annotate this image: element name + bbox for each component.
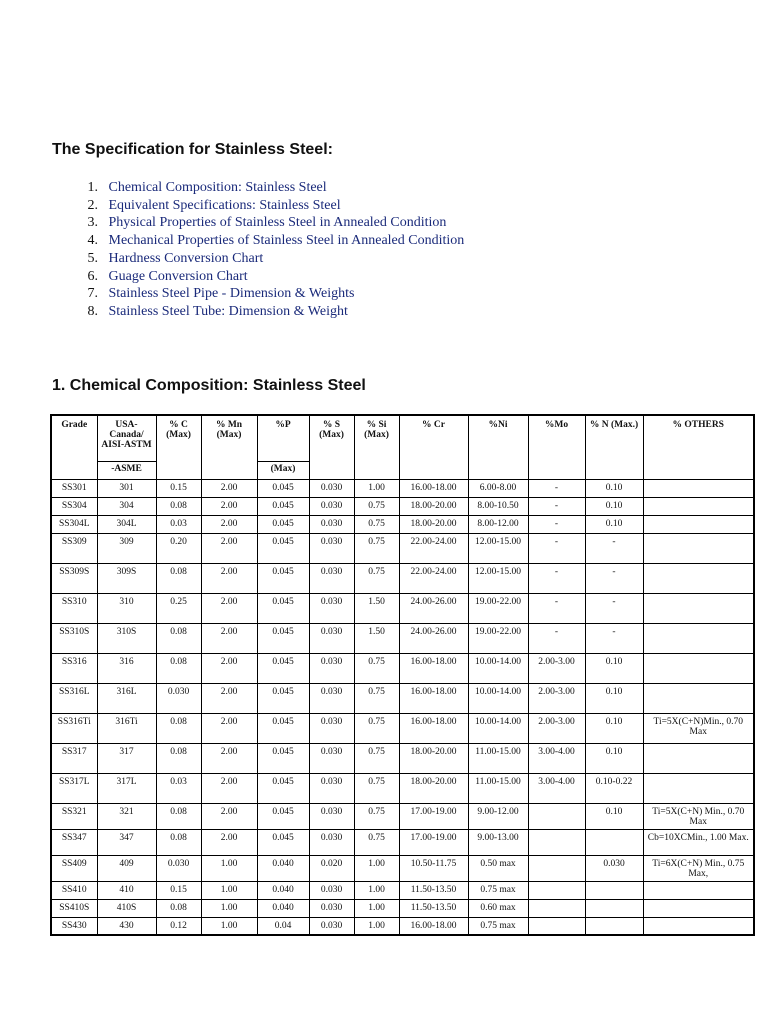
header-grade: Grade — [51, 415, 97, 479]
toc-link-guage-conversion[interactable]: Guage Conversion Chart — [108, 268, 248, 284]
header-sulfur: % S (Max) — [309, 415, 354, 479]
cell-si: 0.75 — [354, 653, 399, 683]
cell-si: 0.75 — [354, 497, 399, 515]
cell-ni: 0.60 max — [468, 899, 528, 917]
cell-cr: 11.50-13.50 — [399, 881, 468, 899]
cell-p: 0.045 — [257, 773, 309, 803]
cell-mo — [528, 855, 585, 881]
table-row — [51, 623, 754, 653]
toc-number: 7. — [87, 286, 98, 302]
cell-others: Cb=10XCMin., 1.00 Max. — [643, 829, 754, 855]
cell-s: 0.030 — [309, 881, 354, 899]
cell-others — [643, 533, 754, 563]
cell-mo: - — [528, 623, 585, 653]
cell-ni: 11.00-15.00 — [468, 743, 528, 773]
cell-n: 0.10 — [585, 803, 643, 829]
cell-usa: 301 — [97, 479, 156, 497]
cell-p: 0.045 — [257, 515, 309, 533]
cell-grade: SS316L — [51, 683, 97, 713]
cell-n: 0.10 — [585, 743, 643, 773]
cell-n: 0.10-0.22 — [585, 773, 643, 803]
cell-n: 0.10 — [585, 497, 643, 515]
cell-grade: SS301 — [51, 479, 97, 497]
header-silicon: % Si (Max) — [354, 415, 399, 479]
cell-usa: 317 — [97, 743, 156, 773]
cell-others — [643, 899, 754, 917]
cell-usa: 410 — [97, 881, 156, 899]
cell-usa: 310S — [97, 623, 156, 653]
cell-usa: 316L — [97, 683, 156, 713]
toc-item — [52, 214, 464, 232]
cell-n: - — [585, 533, 643, 563]
cell-s: 0.030 — [309, 829, 354, 855]
cell-s: 0.030 — [309, 803, 354, 829]
cell-ni: 8.00-10.50 — [468, 497, 528, 515]
cell-mo: - — [528, 497, 585, 515]
cell-mn: 1.00 — [201, 855, 257, 881]
cell-s: 0.030 — [309, 593, 354, 623]
cell-mo — [528, 881, 585, 899]
toc-number: 3. — [87, 215, 98, 231]
cell-si: 0.75 — [354, 533, 399, 563]
cell-grade: SS317L — [51, 773, 97, 803]
cell-usa: 309 — [97, 533, 156, 563]
cell-si: 0.75 — [354, 829, 399, 855]
cell-others — [643, 593, 754, 623]
cell-cr: 16.00-18.00 — [399, 479, 468, 497]
cell-ni: 11.00-15.00 — [468, 773, 528, 803]
toc-item — [52, 303, 464, 321]
cell-si: 0.75 — [354, 773, 399, 803]
cell-p: 0.045 — [257, 563, 309, 593]
cell-grade: SS347 — [51, 829, 97, 855]
cell-usa: 430 — [97, 917, 156, 935]
cell-c: 0.030 — [156, 855, 201, 881]
cell-grade: SS304L — [51, 515, 97, 533]
cell-p: 0.040 — [257, 899, 309, 917]
cell-others — [643, 623, 754, 653]
cell-mo: - — [528, 479, 585, 497]
cell-c: 0.08 — [156, 803, 201, 829]
toc-link-tube-dimension[interactable]: Stainless Steel Tube: Dimension & Weight — [108, 303, 348, 319]
cell-usa: 317L — [97, 773, 156, 803]
cell-ni: 10.00-14.00 — [468, 713, 528, 743]
cell-ni: 9.00-13.00 — [468, 829, 528, 855]
cell-si: 0.75 — [354, 515, 399, 533]
header-molybdenum: %Mo — [528, 415, 585, 479]
cell-si: 0.75 — [354, 683, 399, 713]
table-row — [51, 773, 754, 803]
cell-p: 0.045 — [257, 533, 309, 563]
cell-mn: 1.00 — [201, 899, 257, 917]
header-manganese: % Mn (Max) — [201, 415, 257, 479]
table-row — [51, 653, 754, 683]
cell-usa: 310 — [97, 593, 156, 623]
cell-cr: 11.50-13.50 — [399, 899, 468, 917]
table-row — [51, 713, 754, 743]
cell-n — [585, 881, 643, 899]
cell-mn: 2.00 — [201, 515, 257, 533]
cell-n: 0.030 — [585, 855, 643, 881]
cell-others: Ti=5X(C+N)Min., 0.70 Max — [643, 713, 754, 743]
cell-ni: 0.50 max — [468, 855, 528, 881]
table-row — [51, 533, 754, 563]
cell-n — [585, 829, 643, 855]
cell-others — [643, 773, 754, 803]
toc-number: 6. — [87, 268, 98, 284]
cell-si: 1.00 — [354, 881, 399, 899]
cell-si: 0.75 — [354, 713, 399, 743]
toc-item — [52, 268, 464, 286]
cell-mn: 2.00 — [201, 479, 257, 497]
cell-s: 0.030 — [309, 917, 354, 935]
cell-c: 0.08 — [156, 497, 201, 515]
cell-s: 0.030 — [309, 653, 354, 683]
cell-others — [643, 515, 754, 533]
cell-mn: 2.00 — [201, 497, 257, 515]
cell-cr: 16.00-18.00 — [399, 683, 468, 713]
cell-cr: 16.00-18.00 — [399, 653, 468, 683]
table-row — [51, 881, 754, 899]
cell-usa: 347 — [97, 829, 156, 855]
table-row — [51, 683, 754, 713]
cell-others — [643, 917, 754, 935]
table-row — [51, 563, 754, 593]
cell-n: 0.10 — [585, 479, 643, 497]
cell-others — [643, 497, 754, 515]
cell-mo: - — [528, 533, 585, 563]
cell-cr: 16.00-18.00 — [399, 713, 468, 743]
cell-p: 0.045 — [257, 803, 309, 829]
cell-mo: - — [528, 515, 585, 533]
cell-mn: 2.00 — [201, 803, 257, 829]
cell-mo: - — [528, 593, 585, 623]
cell-cr: 10.50-11.75 — [399, 855, 468, 881]
cell-ni: 6.00-8.00 — [468, 479, 528, 497]
cell-c: 0.08 — [156, 713, 201, 743]
cell-mo: 3.00-4.00 — [528, 743, 585, 773]
cell-s: 0.030 — [309, 713, 354, 743]
toc-link-pipe-dimension[interactable]: Stainless Steel Pipe - Dimension & Weights — [108, 286, 355, 302]
table-body — [51, 479, 754, 935]
cell-c: 0.20 — [156, 533, 201, 563]
cell-s: 0.030 — [309, 623, 354, 653]
toc-link-hardness-conversion[interactable]: Hardness Conversion Chart — [108, 250, 264, 266]
cell-c: 0.08 — [156, 899, 201, 917]
cell-grade: SS410 — [51, 881, 97, 899]
table-row — [51, 593, 754, 623]
cell-s: 0.030 — [309, 743, 354, 773]
cell-ni: 12.00-15.00 — [468, 533, 528, 563]
cell-p: 0.045 — [257, 743, 309, 773]
cell-mo — [528, 803, 585, 829]
table-row — [51, 899, 754, 917]
header-nickel: %Ni — [468, 415, 528, 479]
cell-c: 0.08 — [156, 743, 201, 773]
table-row — [51, 803, 754, 829]
cell-c: 0.15 — [156, 479, 201, 497]
cell-s: 0.030 — [309, 563, 354, 593]
cell-others — [643, 653, 754, 683]
cell-cr: 18.00-20.00 — [399, 497, 468, 515]
cell-cr: 16.00-18.00 — [399, 917, 468, 935]
cell-n: 0.10 — [585, 653, 643, 683]
toc-link-physical-properties[interactable]: Physical Properties of Stainless Steel in Annealed Condition — [108, 215, 447, 231]
cell-p: 0.045 — [257, 479, 309, 497]
cell-ni: 0.75 max — [468, 881, 528, 899]
cell-ni: 9.00-12.00 — [468, 803, 528, 829]
toc-number: 1. — [87, 180, 98, 195]
cell-si: 1.00 — [354, 855, 399, 881]
header-carbon: % C (Max) — [156, 415, 201, 479]
cell-mo — [528, 829, 585, 855]
cell-ni: 10.00-14.00 — [468, 683, 528, 713]
header-chromium: % Cr — [399, 415, 468, 479]
header-asme: -ASME — [97, 461, 156, 479]
cell-ni: 12.00-15.00 — [468, 563, 528, 593]
cell-s: 0.030 — [309, 899, 354, 917]
cell-si: 1.50 — [354, 593, 399, 623]
header-usa-aisi-astm: USA-Canada/ AISI-ASTM — [97, 415, 156, 461]
cell-si: 1.00 — [354, 917, 399, 935]
cell-s: 0.030 — [309, 533, 354, 563]
cell-p: 0.045 — [257, 593, 309, 623]
table-row — [51, 515, 754, 533]
cell-n: 0.10 — [585, 515, 643, 533]
cell-s: 0.030 — [309, 515, 354, 533]
cell-n: - — [585, 593, 643, 623]
cell-mo — [528, 899, 585, 917]
cell-usa: 321 — [97, 803, 156, 829]
cell-si: 1.50 — [354, 623, 399, 653]
cell-mn: 2.00 — [201, 773, 257, 803]
cell-mo — [528, 917, 585, 935]
table-row — [51, 743, 754, 773]
toc-link-chemical-composition[interactable]: Chemical Composition: Stainless Steel — [108, 180, 327, 195]
chemical-composition-table — [50, 414, 755, 936]
cell-mo: 2.00-3.00 — [528, 653, 585, 683]
cell-mn: 2.00 — [201, 743, 257, 773]
cell-ni: 19.00-22.00 — [468, 593, 528, 623]
cell-n — [585, 917, 643, 935]
cell-p: 0.045 — [257, 653, 309, 683]
cell-s: 0.030 — [309, 773, 354, 803]
header-phosphorus-max: (Max) — [257, 461, 309, 479]
section-title: 1. Chemical Composition: Stainless Steel — [52, 377, 366, 394]
cell-c: 0.12 — [156, 917, 201, 935]
cell-cr: 22.00-24.00 — [399, 533, 468, 563]
cell-mo: - — [528, 563, 585, 593]
cell-mn: 2.00 — [201, 563, 257, 593]
header-nitrogen: % N (Max.) — [585, 415, 643, 479]
cell-grade: SS410S — [51, 899, 97, 917]
cell-grade: SS317 — [51, 743, 97, 773]
cell-others — [643, 881, 754, 899]
cell-n: - — [585, 563, 643, 593]
cell-cr: 24.00-26.00 — [399, 623, 468, 653]
cell-si: 1.00 — [354, 479, 399, 497]
toc-number: 8. — [87, 303, 98, 319]
cell-ni: 0.75 max — [468, 917, 528, 935]
cell-c: 0.08 — [156, 653, 201, 683]
cell-usa: 316 — [97, 653, 156, 683]
cell-c: 0.08 — [156, 829, 201, 855]
toc-link-equivalent-specifications[interactable]: Equivalent Specifications: Stainless Steel — [108, 197, 341, 213]
cell-mn: 2.00 — [201, 653, 257, 683]
cell-si: 1.00 — [354, 899, 399, 917]
toc-item — [52, 179, 464, 197]
cell-s: 0.030 — [309, 479, 354, 497]
cell-si: 0.75 — [354, 563, 399, 593]
table-of-contents — [52, 179, 464, 321]
cell-mn: 1.00 — [201, 917, 257, 935]
cell-c: 0.15 — [156, 881, 201, 899]
cell-cr: 24.00-26.00 — [399, 593, 468, 623]
cell-c: 0.08 — [156, 623, 201, 653]
header-others: % OTHERS — [643, 415, 754, 479]
cell-ni: 10.00-14.00 — [468, 653, 528, 683]
cell-c: 0.03 — [156, 515, 201, 533]
cell-p: 0.040 — [257, 855, 309, 881]
cell-cr: 17.00-19.00 — [399, 829, 468, 855]
cell-grade: SS316 — [51, 653, 97, 683]
table-row — [51, 497, 754, 515]
table-row — [51, 829, 754, 855]
cell-mn: 1.00 — [201, 881, 257, 899]
cell-c: 0.030 — [156, 683, 201, 713]
cell-cr: 18.00-20.00 — [399, 743, 468, 773]
cell-c: 0.03 — [156, 773, 201, 803]
cell-n: - — [585, 623, 643, 653]
cell-others — [643, 563, 754, 593]
cell-grade: SS304 — [51, 497, 97, 515]
cell-others — [643, 683, 754, 713]
toc-number: 4. — [87, 233, 98, 249]
cell-mn: 2.00 — [201, 593, 257, 623]
cell-c: 0.08 — [156, 563, 201, 593]
cell-mn: 2.00 — [201, 683, 257, 713]
cell-usa: 304L — [97, 515, 156, 533]
cell-n: 0.10 — [585, 683, 643, 713]
cell-cr: 18.00-20.00 — [399, 515, 468, 533]
toc-item — [52, 250, 464, 268]
header-phosphorus: %P — [257, 415, 309, 461]
cell-usa: 410S — [97, 899, 156, 917]
cell-grade: SS310S — [51, 623, 97, 653]
cell-p: 0.045 — [257, 683, 309, 713]
cell-cr: 17.00-19.00 — [399, 803, 468, 829]
page-title: The Specification for Stainless Steel: — [52, 141, 333, 158]
cell-s: 0.030 — [309, 683, 354, 713]
cell-s: 0.030 — [309, 497, 354, 515]
cell-usa: 309S — [97, 563, 156, 593]
table-row — [51, 479, 754, 497]
cell-n: 0.10 — [585, 713, 643, 743]
cell-p: 0.045 — [257, 829, 309, 855]
cell-mn: 2.00 — [201, 533, 257, 563]
cell-c: 0.25 — [156, 593, 201, 623]
cell-others — [643, 479, 754, 497]
cell-p: 0.045 — [257, 497, 309, 515]
cell-mn: 2.00 — [201, 623, 257, 653]
cell-p: 0.040 — [257, 881, 309, 899]
cell-si: 0.75 — [354, 743, 399, 773]
toc-link-mechanical-properties[interactable]: Mechanical Properties of Stainless Steel in Annealed Condition — [108, 233, 465, 249]
cell-p: 0.045 — [257, 713, 309, 743]
cell-s: 0.020 — [309, 855, 354, 881]
cell-usa: 304 — [97, 497, 156, 515]
cell-grade: SS309 — [51, 533, 97, 563]
cell-si: 0.75 — [354, 803, 399, 829]
cell-mo: 2.00-3.00 — [528, 713, 585, 743]
cell-mn: 2.00 — [201, 713, 257, 743]
cell-cr: 18.00-20.00 — [399, 773, 468, 803]
cell-grade: SS409 — [51, 855, 97, 881]
cell-p: 0.04 — [257, 917, 309, 935]
cell-mo: 3.00-4.00 — [528, 773, 585, 803]
toc-item — [52, 232, 464, 250]
cell-n — [585, 899, 643, 917]
cell-ni: 8.00-12.00 — [468, 515, 528, 533]
toc-item — [52, 285, 464, 303]
table-row — [51, 855, 754, 881]
toc-number: 2. — [87, 197, 98, 213]
cell-others: Ti=5X(C+N) Min., 0.70 Max — [643, 803, 754, 829]
cell-others: Ti=6X(C+N) Min., 0.75 Max, — [643, 855, 754, 881]
toc-number: 5. — [87, 250, 98, 266]
cell-grade: SS430 — [51, 917, 97, 935]
toc-item — [52, 197, 464, 215]
cell-grade: SS310 — [51, 593, 97, 623]
cell-ni: 19.00-22.00 — [468, 623, 528, 653]
table-row — [51, 917, 754, 935]
cell-usa: 409 — [97, 855, 156, 881]
cell-mo: 2.00-3.00 — [528, 683, 585, 713]
cell-grade: SS309S — [51, 563, 97, 593]
cell-grade: SS316Ti — [51, 713, 97, 743]
cell-mn: 2.00 — [201, 829, 257, 855]
cell-cr: 22.00-24.00 — [399, 563, 468, 593]
cell-p: 0.045 — [257, 623, 309, 653]
cell-usa: 316Ti — [97, 713, 156, 743]
cell-others — [643, 743, 754, 773]
cell-grade: SS321 — [51, 803, 97, 829]
